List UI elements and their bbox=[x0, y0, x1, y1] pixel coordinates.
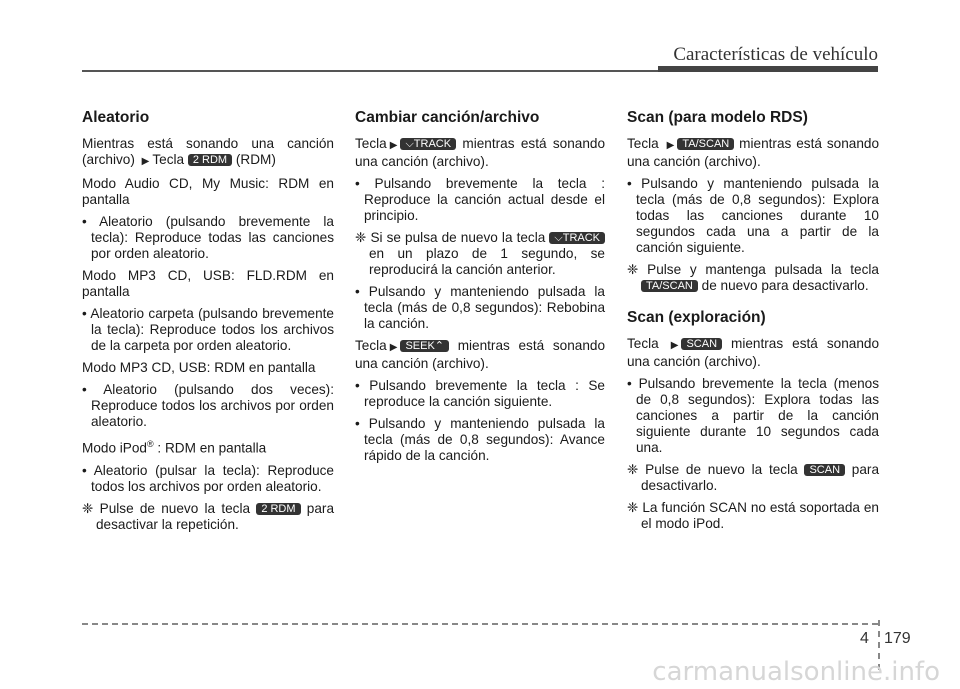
heading-aleatorio: Aleatorio bbox=[82, 109, 150, 126]
paragraph bbox=[627, 336, 879, 370]
arrow-right-icon: ▶ bbox=[670, 340, 679, 351]
bullet-item: • Pulsando y manteniendo pulsada la tecla (más de 0,8 segundos): Rebobina la canción. bbox=[355, 284, 605, 331]
paragraph: Modo MP3 CD, USB: RDM en pantalla bbox=[82, 360, 316, 375]
text: ❈ Si se pulsa de nuevo la tecla bbox=[355, 230, 546, 245]
scan-button-icon: SCAN bbox=[804, 464, 845, 476]
paragraph bbox=[627, 136, 879, 170]
watermark: carmanualsonline.info bbox=[652, 657, 940, 687]
arrow-right-icon: ▶ bbox=[141, 156, 150, 167]
text: Mientras está sonando una canción (archivo) bbox=[82, 136, 334, 167]
note-item bbox=[627, 462, 879, 494]
header-rule-accent bbox=[658, 66, 878, 72]
track-up-button-icon bbox=[400, 138, 456, 150]
section-title: Características de vehículo bbox=[673, 44, 878, 65]
text: TRACK bbox=[413, 138, 452, 150]
text: en un plazo de 1 segundo, se reproducirá la canción anterior. bbox=[369, 246, 605, 277]
column-aleatorio bbox=[82, 108, 334, 539]
text: (RDM) bbox=[235, 152, 276, 167]
rdm-button-icon: 2 RDM bbox=[256, 503, 300, 515]
footer-rule bbox=[82, 623, 878, 625]
text: mientras está sonando una canción (archivo). bbox=[627, 136, 880, 169]
registered-mark: ® bbox=[147, 439, 154, 449]
column-scan bbox=[627, 108, 879, 538]
ta-scan-button-icon: TA/SCAN bbox=[641, 280, 698, 292]
arrow-right-icon: ▶ bbox=[389, 342, 398, 353]
text: Tecla bbox=[627, 336, 659, 351]
note-item: ❈ La función SCAN no está soportada en el modo iPod. bbox=[627, 500, 879, 531]
heading-scan-rds: Scan (para modelo RDS) bbox=[627, 109, 808, 126]
text: Tecla bbox=[355, 338, 387, 353]
bullet-item: • Pulsando brevemente la tecla : Se reproduce la canción siguiente. bbox=[355, 378, 605, 409]
paragraph bbox=[355, 136, 605, 170]
text: para desactivar la repetición. bbox=[96, 500, 335, 532]
bullet-item: • Aleatorio carpeta (pulsando brevemente la tecla): Reproduce todos los archivos de la carpeta por orden aleatorio. bbox=[82, 306, 334, 353]
paragraph bbox=[82, 136, 334, 170]
paragraph bbox=[82, 436, 334, 457]
text: SEEK bbox=[405, 340, 435, 352]
text: mientras está sonando una canción (archivo). bbox=[355, 136, 606, 169]
note-item bbox=[627, 262, 879, 294]
text: Modo iPod bbox=[82, 440, 147, 456]
bullet-item: • Pulsando y manteniendo pulsada la tecla (más de 0,8 segundos): Explora todas las canciones durante 10 segundos cada una a partir de la canción siguiente. bbox=[627, 176, 879, 255]
heading-cambiar-cancion: Cambiar canción/archivo bbox=[355, 109, 540, 126]
text: mientras está sonando una canción (archivo). bbox=[627, 336, 880, 369]
chevron-down-icon: ⌵ bbox=[554, 232, 563, 244]
page-number: 179 bbox=[884, 630, 911, 647]
chevron-down-icon: ⌵ bbox=[405, 138, 414, 150]
arrow-right-icon: ▶ bbox=[389, 140, 398, 151]
ta-scan-button-icon: TA/SCAN bbox=[677, 138, 734, 150]
paragraph: Modo Audio CD, My Music: RDM en pantalla bbox=[82, 176, 334, 207]
heading-scan-exploracion: Scan (exploración) bbox=[627, 309, 766, 326]
track-down-button-icon bbox=[549, 232, 605, 244]
column-cambiar-cancion bbox=[355, 108, 605, 470]
text: Tecla bbox=[355, 136, 387, 151]
text: Tecla bbox=[627, 136, 659, 151]
paragraph bbox=[355, 338, 605, 372]
note-item bbox=[355, 230, 605, 278]
bullet-item: • Aleatorio (pulsando dos veces): Reproduce todos los archivos por orden aleatorio. bbox=[82, 382, 334, 429]
text: de nuevo para desactivarlo. bbox=[701, 278, 869, 293]
text: ❈ Pulse de nuevo la tecla bbox=[627, 462, 798, 477]
paragraph: Modo MP3 CD, USB: FLD.RDM en pantalla bbox=[82, 268, 334, 299]
arrow-right-icon: ▶ bbox=[666, 140, 675, 151]
seek-button-icon bbox=[400, 340, 449, 352]
bullet-item: • Aleatorio (pulsando brevemente la tecla): Reproduce todas las canciones por orden aleatorio. bbox=[82, 214, 334, 261]
text: ❈ Pulse y mantenga pulsada la tecla bbox=[627, 262, 879, 277]
bullet-item: • Pulsando y manteniendo pulsada la tecla (más de 0,8 segundos): Avance rápido de la canción. bbox=[355, 416, 605, 463]
chapter-number: 4 bbox=[860, 630, 869, 647]
bullet-item: • Pulsando brevemente la tecla (menos de 0,8 segundos): Explora todas las canciones a partir de la canción siguiente durante 10 segundos cada una. bbox=[627, 376, 879, 455]
scan-button-icon: SCAN bbox=[681, 338, 722, 350]
rdm-button-icon: 2 RDM bbox=[188, 154, 232, 166]
text: Tecla bbox=[152, 152, 185, 167]
text: mientras está sonando una canción (archivo). bbox=[355, 338, 605, 371]
text: para desactivarlo. bbox=[641, 462, 880, 493]
bullet-item: • Pulsando brevemente la tecla : Reproduce la canción actual desde el principio. bbox=[355, 176, 605, 223]
text: ❈ Pulse de nuevo la tecla bbox=[82, 500, 251, 516]
note-item bbox=[82, 501, 334, 533]
text: TRACK bbox=[562, 232, 600, 244]
text: : RDM en pantalla bbox=[153, 440, 267, 456]
bullet-item: • Aleatorio (pulsar la tecla): Reproduce todos los archivos por orden aleatorio. bbox=[82, 462, 334, 494]
chevron-up-icon: ⌃ bbox=[434, 340, 445, 352]
